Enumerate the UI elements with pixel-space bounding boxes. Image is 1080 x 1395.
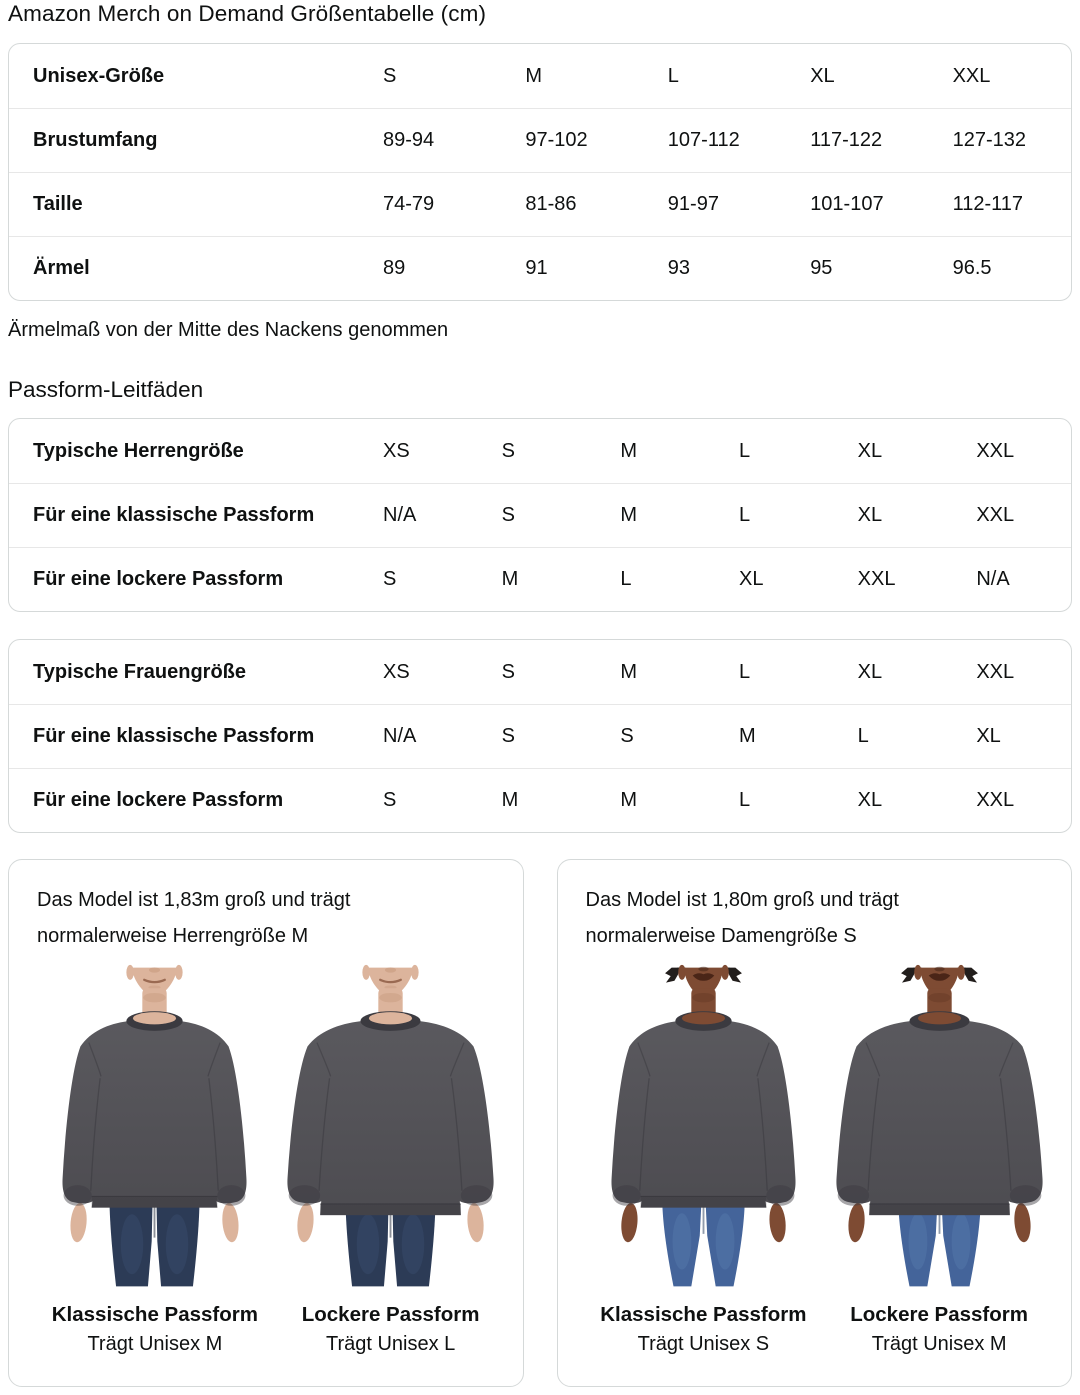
table-row — [9, 172, 1071, 236]
fit-caption: Lockere Passform — [850, 1303, 1028, 1326]
size-cell: S — [383, 789, 397, 811]
figure-loose-fit — [273, 962, 509, 1356]
size-cell: 89 — [383, 257, 406, 279]
size-cell: S — [501, 439, 515, 462]
size-cell: 93 — [667, 257, 691, 279]
size-cell: 95 — [810, 257, 833, 279]
women-fit-table — [8, 639, 1072, 833]
size-cell: L — [738, 660, 751, 683]
table-row — [9, 704, 1071, 768]
size-cell: XXL — [976, 439, 1015, 462]
model-photo-female-loose — [827, 962, 1052, 1292]
table-row — [9, 236, 1071, 300]
size-caption: Trägt Unisex L — [325, 1333, 456, 1355]
size-cell: L — [738, 504, 751, 526]
size-cell: XL — [810, 64, 835, 87]
figures-row — [37, 962, 509, 1356]
fit-caption: Lockere Passform — [301, 1303, 480, 1326]
size-cell: S — [620, 725, 634, 747]
size-cell: S — [501, 660, 515, 683]
size-cell: 112-117 — [952, 193, 1024, 215]
size-cell: S — [383, 64, 397, 87]
size-cell: 127-132 — [952, 129, 1026, 151]
size-cell: S — [501, 504, 515, 526]
table-row — [9, 44, 1071, 108]
fit-guides-heading: Passform-Leitfäden — [8, 377, 204, 402]
size-cell: 101-107 — [810, 193, 884, 215]
table-row — [9, 483, 1071, 547]
model-photo-male-classic — [42, 962, 267, 1292]
size-cell: XL — [857, 660, 883, 683]
size-cell: 107-112 — [667, 129, 740, 151]
size-cell: 89-94 — [383, 129, 435, 151]
size-cell: XXL — [952, 64, 991, 87]
size-cell: L — [620, 568, 632, 590]
size-caption: Trägt Unisex S — [637, 1333, 770, 1355]
size-cell: XL — [976, 725, 1001, 747]
row-label: Typische Frauengröße — [33, 660, 247, 683]
female-model-card — [557, 859, 1073, 1387]
size-cell: 97-102 — [525, 129, 588, 151]
male-model-card — [8, 859, 524, 1387]
unisex-size-table — [8, 43, 1072, 301]
size-cell: M — [620, 439, 637, 462]
figures-row — [586, 962, 1058, 1356]
row-label: Taille — [33, 193, 83, 215]
fit-caption: Klassische Passform — [600, 1303, 807, 1326]
size-cell: 96.5 — [952, 257, 992, 279]
size-cell: 81-86 — [525, 193, 577, 215]
size-cell: M — [620, 789, 637, 811]
size-cell: 74-79 — [383, 193, 435, 215]
size-cell: M — [620, 504, 637, 526]
size-cell: N/A — [383, 725, 417, 747]
size-cell: N/A — [976, 568, 1010, 590]
model-description: Das Model ist 1,83m groß und trägt normalerweise Herrengröße M — [37, 889, 351, 947]
size-cell: XL — [857, 789, 883, 811]
size-cell: XXL — [976, 660, 1015, 683]
size-cell: M — [501, 789, 519, 811]
row-label: Brustumfang — [33, 129, 158, 151]
row-label: Unisex-Größe — [33, 64, 165, 87]
size-cell: M — [525, 64, 543, 87]
figure-classic-fit — [586, 962, 822, 1356]
men-fit-table — [8, 418, 1072, 612]
size-cell: 91 — [525, 257, 548, 279]
size-cell: M — [501, 568, 519, 590]
size-cell: L — [667, 64, 679, 87]
figure-classic-fit — [37, 962, 273, 1356]
size-cell: S — [383, 568, 397, 590]
size-cell: XL — [857, 504, 883, 526]
table-row — [9, 640, 1071, 704]
row-label: Für eine lockere Passform — [33, 789, 284, 811]
model-photo-male-loose — [278, 962, 503, 1292]
table-row — [9, 108, 1071, 172]
model-cards — [8, 859, 1072, 1387]
table-row — [9, 419, 1071, 483]
size-cell: 91-97 — [667, 193, 719, 215]
sleeve-measurement-note: Ärmelmaß von der Mitte des Nackens genommen — [8, 319, 449, 341]
size-cell: L — [857, 725, 869, 747]
model-photo-female-classic — [591, 962, 816, 1292]
model-description: Das Model ist 1,80m groß und trägt normalerweise Damengröße S — [585, 889, 899, 947]
row-label: Für eine klassische Passform — [33, 504, 315, 526]
table-row — [9, 768, 1071, 832]
size-caption: Trägt Unisex M — [871, 1333, 1007, 1355]
size-cell: XL — [857, 439, 883, 462]
row-label: Typische Herrengröße — [33, 439, 244, 462]
size-cell: L — [738, 439, 751, 462]
fit-caption: Klassische Passform — [51, 1303, 258, 1326]
size-cell: S — [501, 725, 515, 747]
size-cell: XS — [383, 439, 410, 462]
row-label: Ärmel — [33, 257, 90, 279]
size-cell: 117-122 — [810, 129, 883, 151]
size-cell: M — [620, 660, 637, 683]
figure-loose-fit — [821, 962, 1057, 1356]
table-row — [9, 547, 1071, 611]
size-cell: XL — [738, 568, 764, 590]
row-label: Für eine klassische Passform — [33, 725, 315, 747]
size-cell: M — [738, 725, 756, 747]
size-caption: Trägt Unisex M — [87, 1333, 223, 1355]
size-cell: XXL — [976, 789, 1015, 811]
row-label: Für eine lockere Passform — [33, 568, 284, 590]
size-cell: XXL — [857, 568, 896, 590]
page-title: Amazon Merch on Demand Größentabelle (cm) — [8, 1, 487, 26]
size-cell: L — [738, 789, 751, 811]
size-cell: XXL — [976, 504, 1015, 526]
size-cell: XS — [383, 660, 410, 683]
size-cell: N/A — [383, 504, 417, 526]
